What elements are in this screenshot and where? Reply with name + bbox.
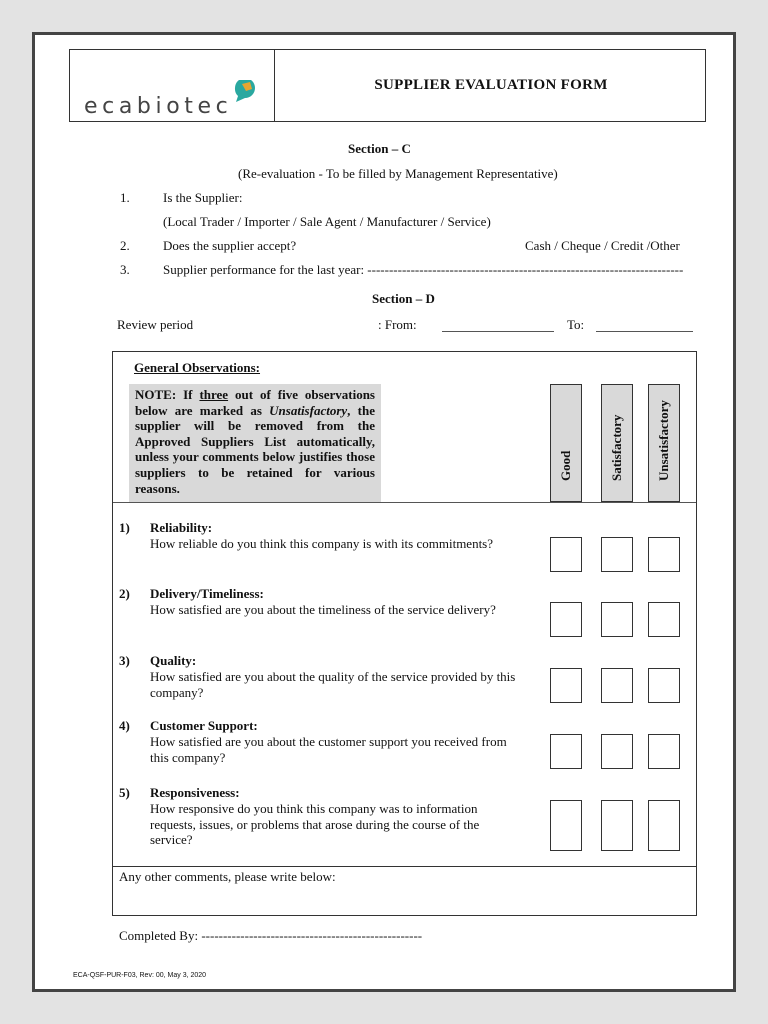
q5-satisfactory-checkbox[interactable]	[601, 800, 633, 851]
item-3-text: Supplier performance for the last year: -------------------------------------------------------------------------	[163, 262, 684, 277]
general-observations-heading: General Observations:	[134, 360, 261, 375]
note-italic: Unsatisfactory	[269, 402, 348, 418]
header-box	[69, 49, 706, 122]
item-2-number: 2.	[120, 238, 130, 253]
question-2-text: How satisfied are you about the timeliness of the service delivery?	[150, 602, 496, 617]
question-3-number: 3)	[119, 653, 130, 668]
question-4-text: How satisfied are you about the customer support you received from this company?	[150, 734, 507, 765]
document-code: ECA-QSF-PUR-F03, Rev: 00, May 3, 2020	[73, 972, 207, 979]
question-1-number: 1)	[119, 520, 130, 535]
q5-unsatisfactory-checkbox[interactable]	[648, 800, 680, 851]
rating-header-satisfactory: Satisfactory	[601, 384, 633, 502]
observations-box	[112, 351, 697, 867]
item-2-text: Does the supplier accept?	[163, 238, 297, 253]
to-field[interactable]	[596, 331, 693, 332]
note-post: , the supplier will be removed from the Approved Suppliers List automatically, unless your comments below justifies those suppliers to be retained for various reasons.	[135, 402, 375, 496]
comments-label: Any other comments, please write below:	[119, 869, 336, 884]
q4-good-checkbox[interactable]	[550, 734, 582, 769]
item-2-options: Cash / Cheque / Credit /Other	[525, 238, 680, 253]
item-1-options: (Local Trader / Importer / Sale Agent / Manufacturer / Service)	[163, 214, 491, 229]
section-c-heading: Section – C	[348, 141, 411, 156]
q1-satisfactory-checkbox[interactable]	[601, 537, 633, 572]
question-4-title: Customer Support:	[150, 718, 258, 733]
logo-text: ecabiotec	[84, 94, 233, 119]
q5-good-checkbox[interactable]	[550, 800, 582, 851]
completed-by-line: Completed By: ---------------------------------------------------	[119, 928, 423, 943]
comments-box[interactable]	[112, 866, 697, 916]
q3-satisfactory-checkbox[interactable]	[601, 668, 633, 703]
q2-unsatisfactory-checkbox[interactable]	[648, 602, 680, 637]
question-1-title: Reliability:	[150, 520, 213, 535]
question-3-title: Quality:	[150, 653, 197, 668]
form-page	[32, 32, 736, 992]
logo-speech-bubble-icon	[230, 80, 258, 110]
rating-header-good: Good	[550, 384, 582, 502]
item-3-number: 3.	[120, 262, 130, 277]
q4-unsatisfactory-checkbox[interactable]	[648, 734, 680, 769]
rating-header-unsatisfactory: Unsatisfactory	[648, 384, 680, 502]
question-2-title: Delivery/Timeliness:	[150, 586, 264, 601]
question-5-number: 5)	[119, 785, 130, 800]
q1-unsatisfactory-checkbox[interactable]	[648, 537, 680, 572]
note-emphasis: three	[199, 387, 229, 402]
q2-good-checkbox[interactable]	[550, 602, 582, 637]
question-5-title: Responsiveness:	[150, 785, 240, 800]
from-label: : From:	[378, 317, 417, 332]
header-separator	[113, 502, 696, 503]
question-3-text: How satisfied are you about the quality of the service provided by this company?	[150, 669, 516, 700]
item-1-text: Is the Supplier:	[163, 190, 243, 205]
to-label: To:	[567, 317, 585, 332]
section-d-heading: Section – D	[372, 291, 435, 306]
note-pre: NOTE: If	[135, 387, 200, 402]
note-box	[129, 384, 381, 502]
q3-unsatisfactory-checkbox[interactable]	[648, 668, 680, 703]
item-1-number: 1.	[120, 190, 130, 205]
section-c-subheading: (Re-evaluation - To be filled by Management Representative)	[238, 166, 558, 181]
note-mid: out of five observations below are marked as	[135, 387, 375, 418]
form-title: SUPPLIER EVALUATION FORM	[374, 77, 608, 93]
question-1-text: How reliable do you think this company is with its commitments?	[150, 536, 494, 551]
from-field[interactable]	[442, 331, 554, 332]
review-period-label: Review period	[117, 317, 194, 332]
q4-satisfactory-checkbox[interactable]	[601, 734, 633, 769]
q1-good-checkbox[interactable]	[550, 537, 582, 572]
question-2-number: 2)	[119, 586, 130, 601]
q2-satisfactory-checkbox[interactable]	[601, 602, 633, 637]
q3-good-checkbox[interactable]	[550, 668, 582, 703]
question-4-number: 4)	[119, 718, 130, 733]
question-5-text: How responsive do you think this company was to information requests, issues, or problems that arose during the course of the service?	[150, 801, 480, 847]
